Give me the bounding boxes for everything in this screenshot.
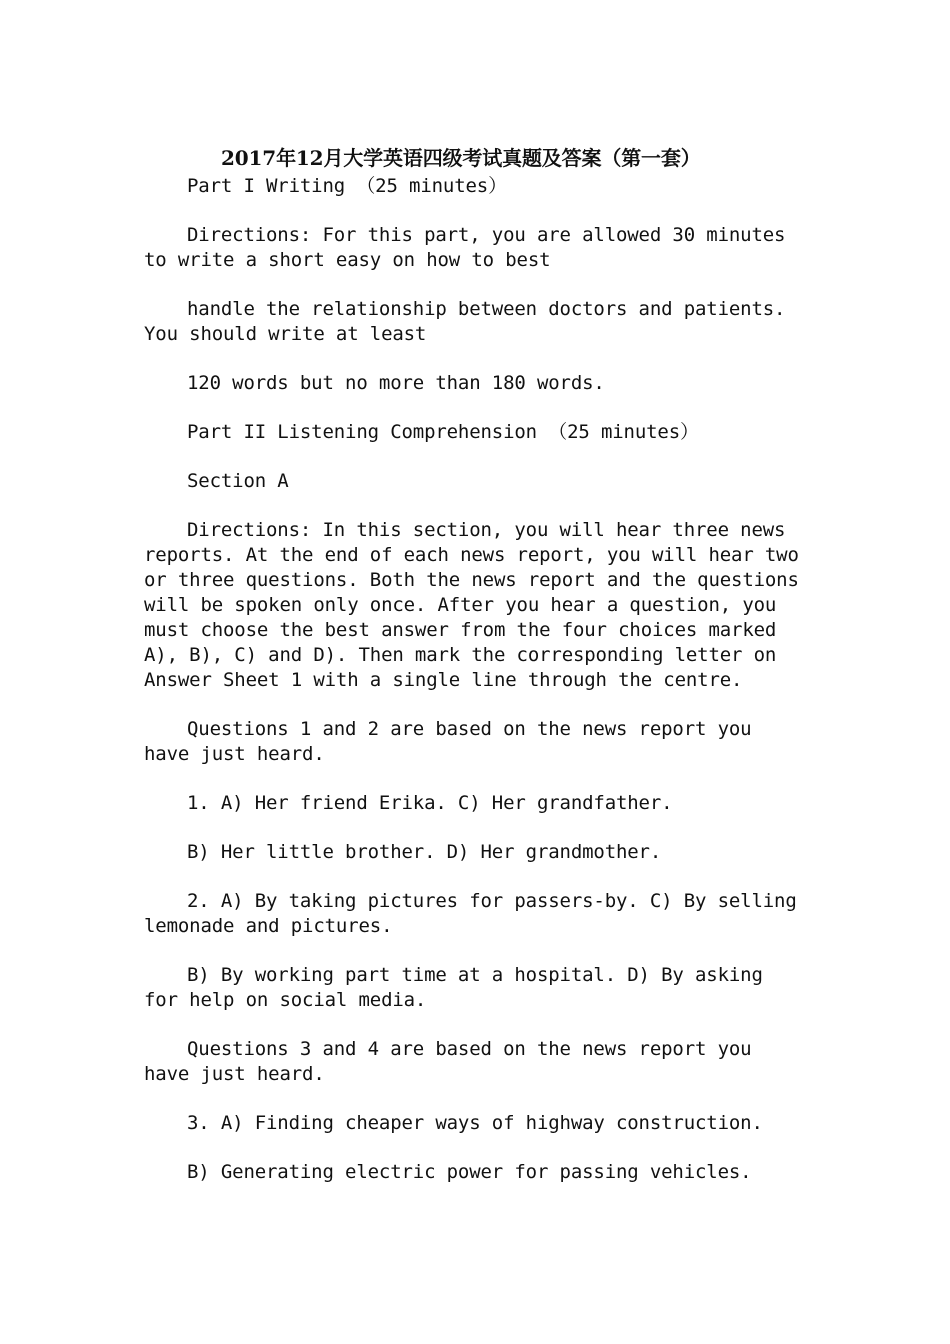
- part-1-heading: Part I Writing （25 minutes）: [187, 175, 507, 197]
- part-2-heading: Part II Listening Comprehension （25 minutes）: [187, 421, 699, 443]
- questions-3-4-intro: Questions 3 and 4 are based on the news report you have just heard.: [144, 1038, 752, 1085]
- writing-directions-continued: handle the relationship between doctors and patients. You should write at least: [144, 298, 786, 345]
- writing-directions-paragraph: Directions: For this part, you are allowed 30 minutes to write a short easy on how to best: [144, 224, 786, 271]
- question-1-options-a-c: 1. A) Her friend Erika. C) Her grandfather.: [187, 792, 673, 814]
- question-3-option-b: B) Generating electric power for passing vehicles.: [187, 1161, 752, 1183]
- question-3-option-a: 3. A) Finding cheaper ways of highway construction.: [187, 1112, 763, 1134]
- listening-directions-paragraph: Directions: In this section, you will hear three news reports. At the end of each news report, you will hear two or three questions. Both the news report and the questions will be spoken only once. After you hear a question, you must choose the best answer from the four choices marked A), B), C) and D). Then mark the corresponding letter on Answer Sheet 1 with a single line through the centre.: [144, 519, 799, 691]
- question-1-options-b-d: B) Her little brother. D) Her grandmother.: [187, 841, 662, 863]
- section-a-heading: Section A: [187, 470, 289, 492]
- question-2-options-a-c: 2. A) By taking pictures for passers-by. C) By selling lemonade and pictures.: [144, 890, 797, 937]
- questions-1-2-intro: Questions 1 and 2 are based on the news report you have just heard.: [144, 718, 752, 765]
- document-title: 2017年12月大学英语四级考试真题及答案（第一套）: [221, 146, 701, 170]
- word-limit-paragraph: 120 words but no more than 180 words.: [187, 372, 605, 394]
- document-body: [144, 144, 806, 1209]
- question-2-options-b-d: B) By working part time at a hospital. D) By asking for help on social media.: [144, 964, 763, 1011]
